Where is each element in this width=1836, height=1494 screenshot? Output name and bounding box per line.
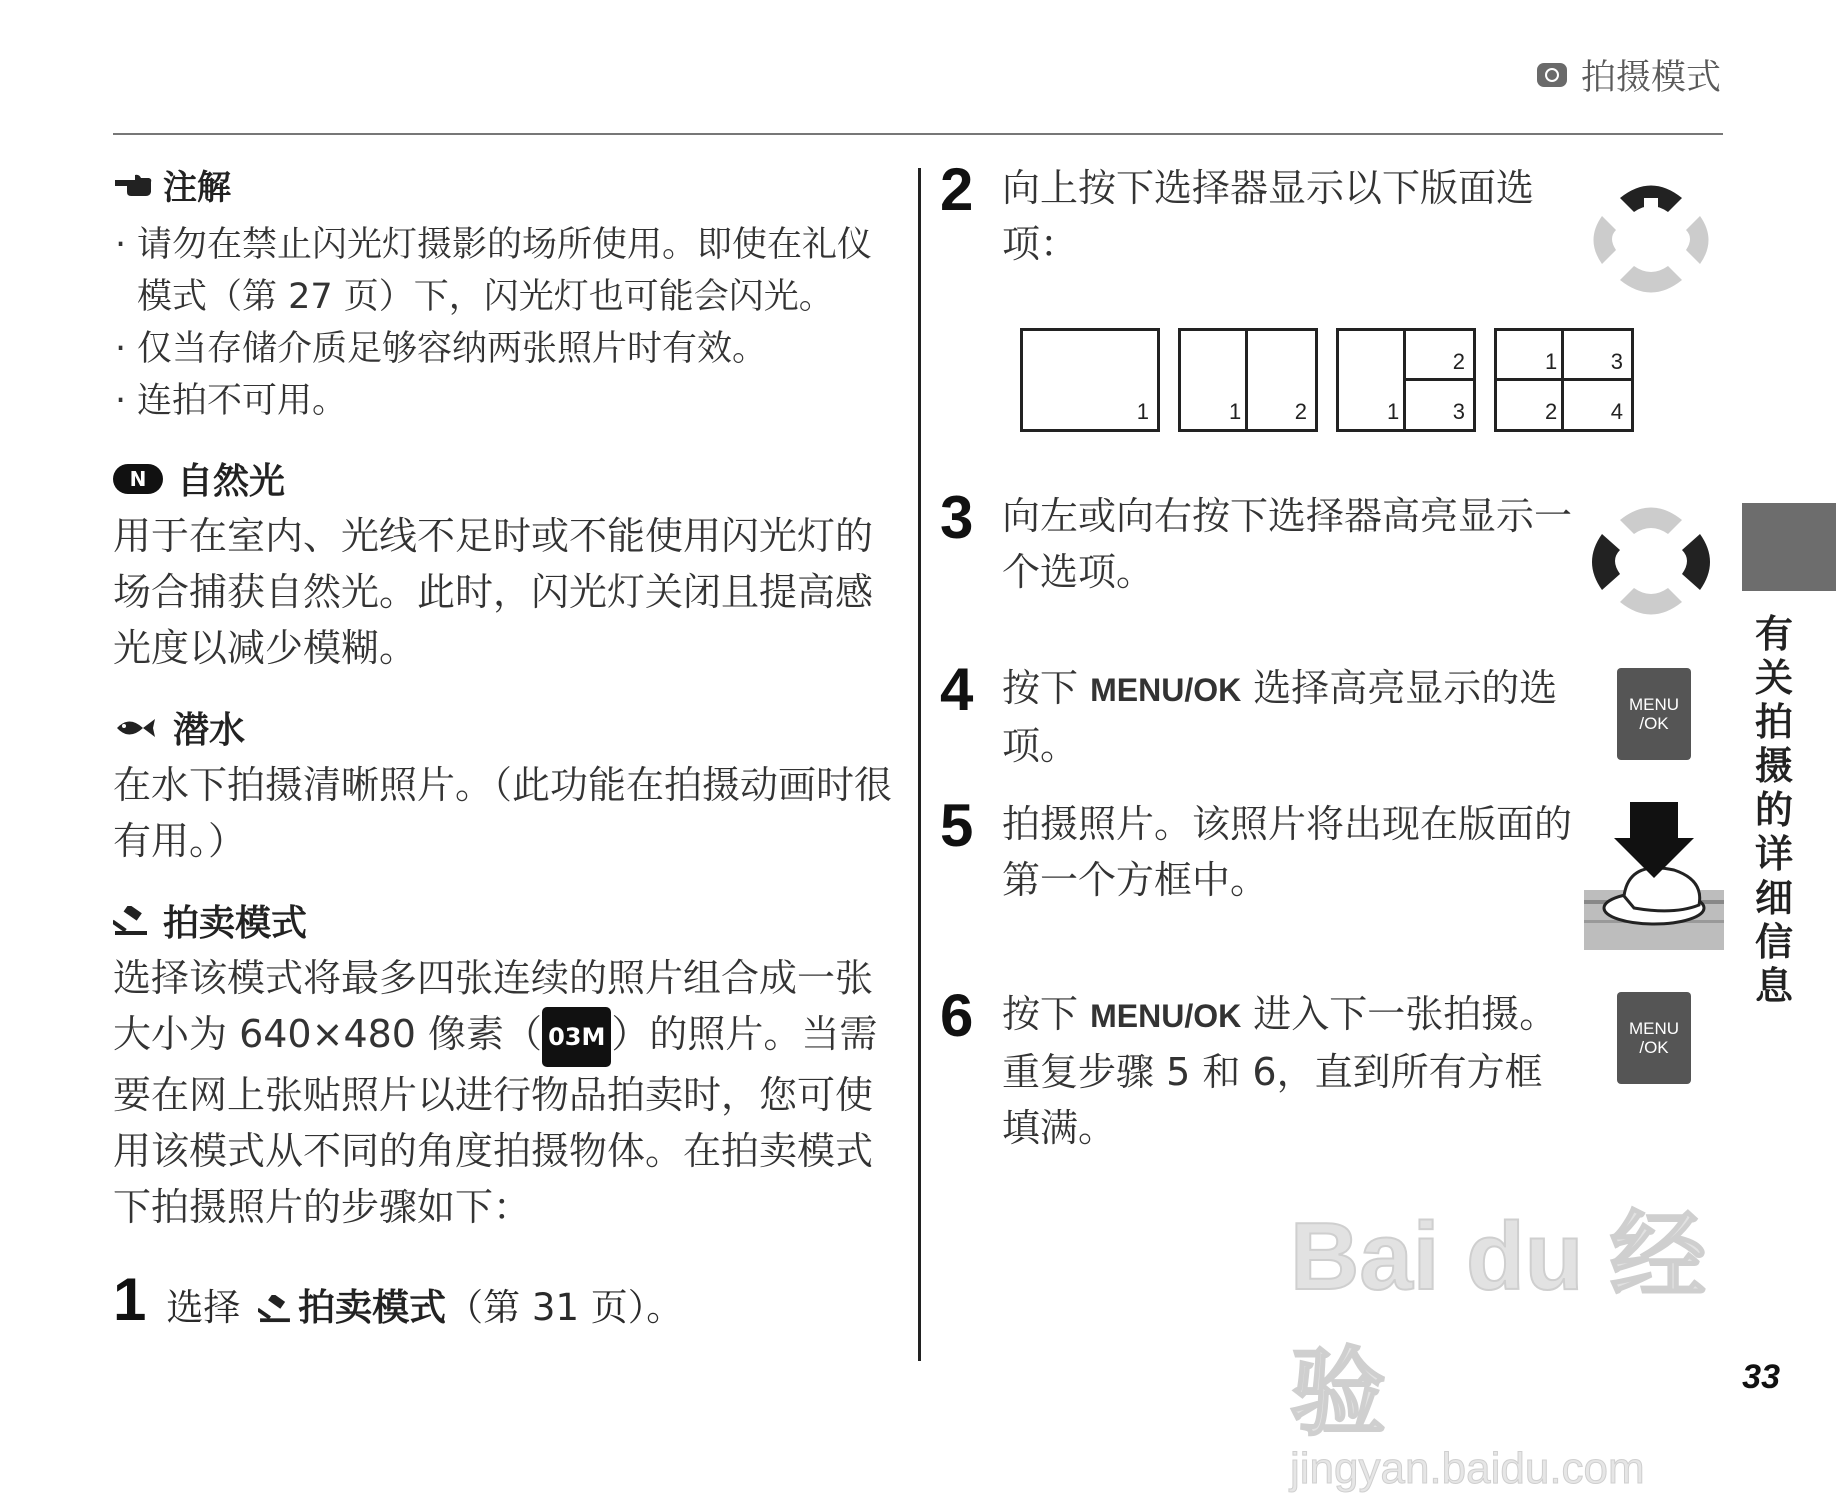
auction-title: 拍卖模式 [163,903,308,944]
header-title: 拍摄模式 [1580,58,1721,98]
step-text-part: 选择高亮显示的选项。 [1002,666,1558,768]
chapter-tab-label [1752,612,1796,1008]
menu-ok-button-icon [1617,668,1691,760]
pointing-hand-icon [113,172,153,198]
step-4 [940,656,1580,774]
underwater-heading [113,702,903,753]
step-text-part: 按下 [1002,992,1091,1036]
natural-light-icon: N [113,464,163,494]
step-5-text: 拍摄照片。该照片将出现在版面的第一个方框中。 [1002,802,1573,902]
note-item: · 连拍不可用。 [113,375,903,427]
note-item: · 仅当存储介质足够容纳两张照片时有效。 [113,323,903,375]
layout-cell-number: 3 [1452,399,1465,424]
menu-ok-button-icon [1617,992,1691,1084]
step-text-bold: 拍卖模式 [298,1285,447,1329]
layout-cell-number: 3 [1610,349,1623,374]
layout-option-four [1494,328,1634,432]
header-rule [113,133,1723,135]
step-4-text [1002,660,1572,774]
natural-light-text: 用于在室内、光线不足时或不能使用闪光灯的场合捕获自然光。此时，闪光灯关闭且提高感光度以减少模糊。 [113,514,874,670]
chapter-tab-char: 关 [1754,656,1793,700]
auction-text-part: 选择该模式将最多四张连续的照片组合成一张大小为 640×480 像素（ [113,956,874,1056]
auction-heading [113,895,903,946]
page-number: 33 [1742,1358,1780,1396]
chapter-tab-char: 信 [1754,920,1793,964]
step-3-text: 向左或向右按下选择器高亮显示一个选项。 [1002,494,1573,594]
camera-icon [1537,63,1567,87]
chapter-tab-char: 详 [1754,832,1793,876]
ok-label: /OK [1639,1038,1669,1057]
natural-light-heading [113,453,903,504]
watermark-url: jingyan.baidu.com [1290,1444,1645,1493]
step-text-part: 进入下一张拍摄。重复步骤 5 和 6，直到所有方框填满。 [1002,992,1558,1150]
layout-option-three [1336,328,1476,432]
layout-cell-number: 1 [1545,349,1558,374]
step-text-part: 按下 [1002,666,1091,710]
layout-option-two [1178,328,1318,432]
step-text-part: 选择 [166,1285,241,1329]
auction-text [113,950,903,1235]
step-2-text: 向上按下选择器显示以下版面选项： [1002,166,1535,266]
layout-options [1020,328,1634,432]
chapter-tab-char: 拍 [1754,700,1793,744]
step-number: 5 [940,792,974,859]
step-text-bold: MENU/OK [1090,998,1242,1034]
menu-label: MENU [1628,695,1680,714]
chapter-tab-char: 摄 [1754,744,1793,788]
page-header [1537,50,1721,100]
ok-label: /OK [1639,714,1669,733]
chapter-tab-char: 有 [1754,612,1793,656]
chapter-tab-char: 的 [1754,788,1793,832]
note-list [113,219,903,427]
layout-cell-number: 2 [1294,399,1307,424]
step-5 [940,792,1580,908]
watermark-brand: Bai du 经验 [1290,1203,1707,1447]
layout-cell-number: 2 [1452,349,1465,374]
step-1 [113,1265,903,1334]
gavel-icon [113,906,149,936]
selector-left-right-icon [1580,490,1722,630]
underwater-title: 潜水 [173,710,246,751]
step-2 [940,156,1580,272]
chapter-tab [1742,503,1836,591]
step-text-part: （第 31 页）。 [446,1285,684,1329]
natural-light-title: 自然光 [177,461,286,502]
step-number: 3 [940,484,974,551]
left-column [113,160,903,1334]
underwater-text: 在水下拍摄清晰照片。（此功能在拍摄动画时很有用。） [113,763,893,863]
auction-text-part: ）的照片。当需要在网上张贴照片以进行物品拍卖时，您可使用该模式从不同的角度拍摄物体。在拍卖模式下拍摄照片的步骤如下： [113,1012,878,1229]
baidu-watermark [1290,1180,1730,1493]
step-number: 6 [940,982,974,1049]
layout-option-single [1020,328,1160,432]
gavel-icon [258,1295,292,1323]
step-6-text [1002,986,1572,1156]
note-item: · 请勿在禁止闪光灯摄影的场所使用。即使在礼仪模式（第 27 页）下，闪光灯也可能会闪光。 [113,219,903,323]
layout-cell-number: 4 [1610,399,1623,424]
layout-cell-number: 2 [1545,399,1558,424]
menu-label: MENU [1628,1019,1680,1038]
fish-icon [113,711,159,745]
layout-cell-number: 1 [1136,399,1149,424]
step-6 [940,982,1580,1156]
step-number: 2 [940,156,974,223]
chapter-tab-char: 细 [1754,876,1793,920]
layout-cell-number: 1 [1229,399,1242,424]
selector-up-icon [1580,168,1722,308]
shutter-press-icon [1584,800,1724,950]
step-number: 4 [940,656,974,723]
step-number: 1 [113,1265,147,1333]
step-3 [940,484,1580,600]
chapter-tab-char: 息 [1754,964,1793,1008]
note-heading [113,160,903,209]
column-divider [918,168,921,1361]
step-1-text [166,1277,683,1331]
step-text-bold: MENU/OK [1090,672,1242,708]
layout-cell-number: 1 [1387,399,1400,424]
note-title: 注解 [163,168,231,208]
image-size-badge: 03M [542,1007,611,1067]
